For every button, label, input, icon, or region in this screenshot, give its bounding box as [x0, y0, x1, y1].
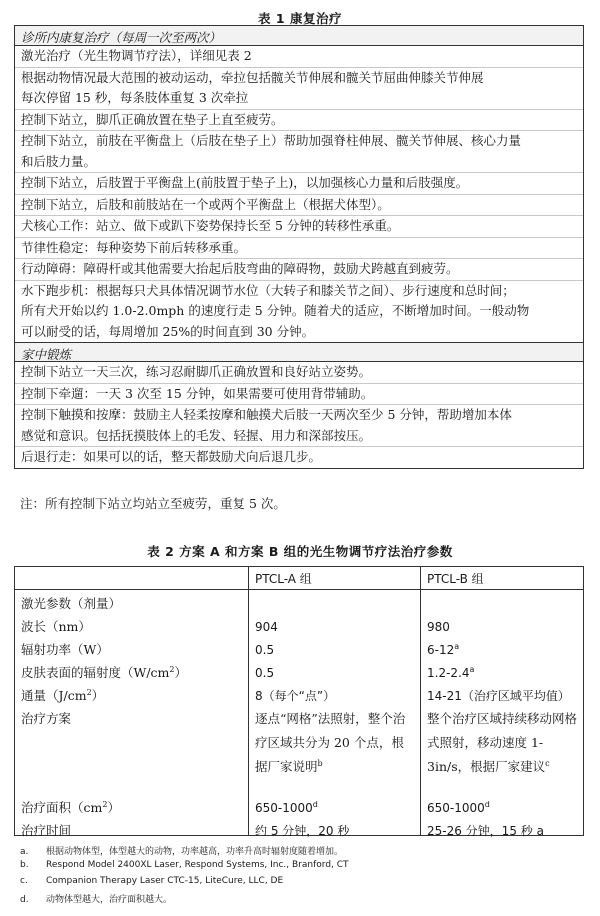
row-text: 感觉和意识。包括抚摸肢体上的毛发、轻握、用力和深部按压。	[21, 427, 372, 443]
row-text: 后退行走：如果可以的话，整天都鼓励犬向后退几步。	[21, 449, 322, 464]
value-b: 14-21（治疗区域平均值）	[427, 689, 570, 703]
row-text: 每次停留 15 秒，每条肢体重复 3 次牵拉	[21, 90, 249, 105]
table2-title: 表 2 方案 A 和方案 B 组的光生物调节疗法治疗参数	[147, 544, 453, 559]
param-label: 通量$(J/cm^2)$	[21, 687, 105, 703]
footnote-text: 动物体型越大，治疗面积越大。	[46, 895, 173, 905]
row-text: 可以耐受的话，每周增加 25%的时间直到 30 分钟。	[21, 323, 315, 339]
col-header-a: PTCL-A 组	[255, 572, 312, 586]
table-row	[15, 259, 583, 281]
value-a: 约 5 分钟，20 秒	[255, 824, 350, 838]
param-label: 治疗时间	[21, 823, 72, 838]
value-b: 25-26 分钟，15 秒 a	[427, 824, 544, 838]
table-row	[15, 195, 583, 217]
param-label: 激光参数（剂量）	[21, 596, 122, 611]
table1-note: 注：所有控制下站立均站立至疲劳，重复 5 次。	[20, 496, 286, 511]
home-section-header: 家中锻炼	[15, 342, 583, 362]
param-label: 治疗方案	[21, 711, 72, 726]
row-text: 所有犬开始以约 1.0-2.0mph 的速度行走 5 分钟。随着犬的适应，不断增加时间。一般动物	[21, 303, 530, 318]
table-row	[15, 110, 583, 132]
footnote-text: Respond Model 2400XL Laser, Respond Systems, Inc., Branford, CT	[46, 860, 349, 870]
table-row	[15, 131, 583, 173]
row-text: 控制下牵遛：一天 3 次至 15 分钟，如果需要可使用背带辅助。	[21, 385, 374, 401]
value-a: 0.5	[255, 643, 275, 657]
param-label: 辐射功率（W）	[21, 642, 109, 657]
value-a: 8（每个“点”）	[255, 689, 336, 703]
footnote-key: b.	[20, 860, 29, 870]
value-b: 6-12$^a$	[427, 642, 460, 657]
param-label: 皮肤表面的辐射度$(W/cm^2)$	[21, 664, 188, 680]
footnote-text: Companion Therapy Laser CTC-15, LiteCure, LLC, DE	[46, 876, 284, 886]
clinic-section-header: 诊所内康复治疗（每周一次至两次）	[15, 26, 583, 46]
param-label: 治疗面积$(cm^2)$	[21, 799, 120, 815]
row-text: 控制下触摸和按摩：鼓励主人轻柔按摩和触摸犬后肢一天两次至少 5 分钟，帮助增加本体	[21, 407, 512, 422]
table1-title: 表 1 康复治疗	[258, 11, 342, 26]
table-row	[15, 238, 583, 260]
footnote-key: c.	[20, 876, 28, 886]
value-b: 650-1000$^d$	[427, 800, 490, 815]
value-a: 650-1000$^d$	[255, 800, 318, 815]
value-b: 1.2-2.4$^a$	[427, 665, 475, 680]
row-text: 水下跑步机：根据每只犬具体情况调节水位（大转子和膝关节之间）、步行速度和总时间；	[21, 282, 515, 298]
row-text: 控制下站立，前肢在平衡盘上（后肢在垫子上）帮助加强脊柱伸展、髋关节伸展、核心力量	[21, 133, 522, 148]
home-rows	[15, 362, 583, 468]
param-label: 波长（nm）	[21, 619, 91, 634]
row-text: 激光治疗（光生物调节疗法），详细见表 2	[21, 48, 252, 63]
table-row	[15, 173, 583, 195]
footnote	[20, 844, 343, 857]
row-text: 节律性稳定：每种姿势下前后转移承重。	[21, 239, 247, 255]
footnote	[20, 860, 349, 870]
value-a: 0.5	[255, 666, 275, 680]
row-text: 行动障碍：障碍杆或其他需要大抬起后肢弯曲的障碍物，鼓励犬跨越直到疲劳。	[21, 261, 459, 276]
footnote-key: a.	[20, 847, 29, 857]
row-text: 控制下站立，后肢和前肢站在一个或两个平衡盘上（根据犬体型）。	[21, 196, 390, 212]
value-a: 904	[255, 620, 278, 634]
row-text: 犬核心工作：站立、做下或趴下姿势保持长至 5 分钟的转移性承重。	[21, 218, 400, 233]
footnote	[20, 892, 172, 905]
table-row	[15, 281, 583, 343]
value-b: 980	[427, 620, 450, 634]
table-row	[15, 46, 583, 68]
value-b: 整个治疗区域持续移动网格式照射，移动速度 1-3in/s，根据厂家建议$^c$	[427, 711, 578, 774]
table-row	[15, 216, 583, 238]
row-text: 控制下站立，脚爪正确放置在垫子上直至疲劳。	[21, 111, 284, 127]
value-a: 逐点“网格”法照射，整个治疗区域共分为 20 个点，根据厂家说明$^b$	[255, 711, 406, 774]
row-text: 控制下站立，后肢置于平衡盘上(前肢置于垫子上)，以加强核心力量和后肢强度。	[21, 175, 469, 190]
footnote-key: d.	[20, 895, 29, 905]
clinic-rows	[15, 46, 583, 342]
table-row	[15, 362, 583, 384]
table-row	[15, 68, 583, 110]
row-text: 和后肢力量。	[21, 153, 97, 169]
table-row	[15, 384, 583, 406]
laser-params-table	[14, 566, 584, 836]
table-row	[15, 405, 583, 447]
row-text: 根据动物情况最大范围的被动运动，牵拉包括髋关节伸展和髋关节屈曲伸膝关节伸展	[21, 69, 484, 85]
row-text: 控制下站立一天三次，练习忍耐脚爪正确放置和良好站立姿势。	[21, 364, 372, 379]
table-row	[15, 447, 583, 468]
footnote-text: 根据动物体型，体型越大的动物，功率越高，功率升高时辐射度随着增加。	[46, 847, 344, 857]
footnote	[20, 876, 283, 886]
col-header-b: PTCL-B 组	[427, 572, 484, 586]
rehab-table	[14, 25, 584, 469]
